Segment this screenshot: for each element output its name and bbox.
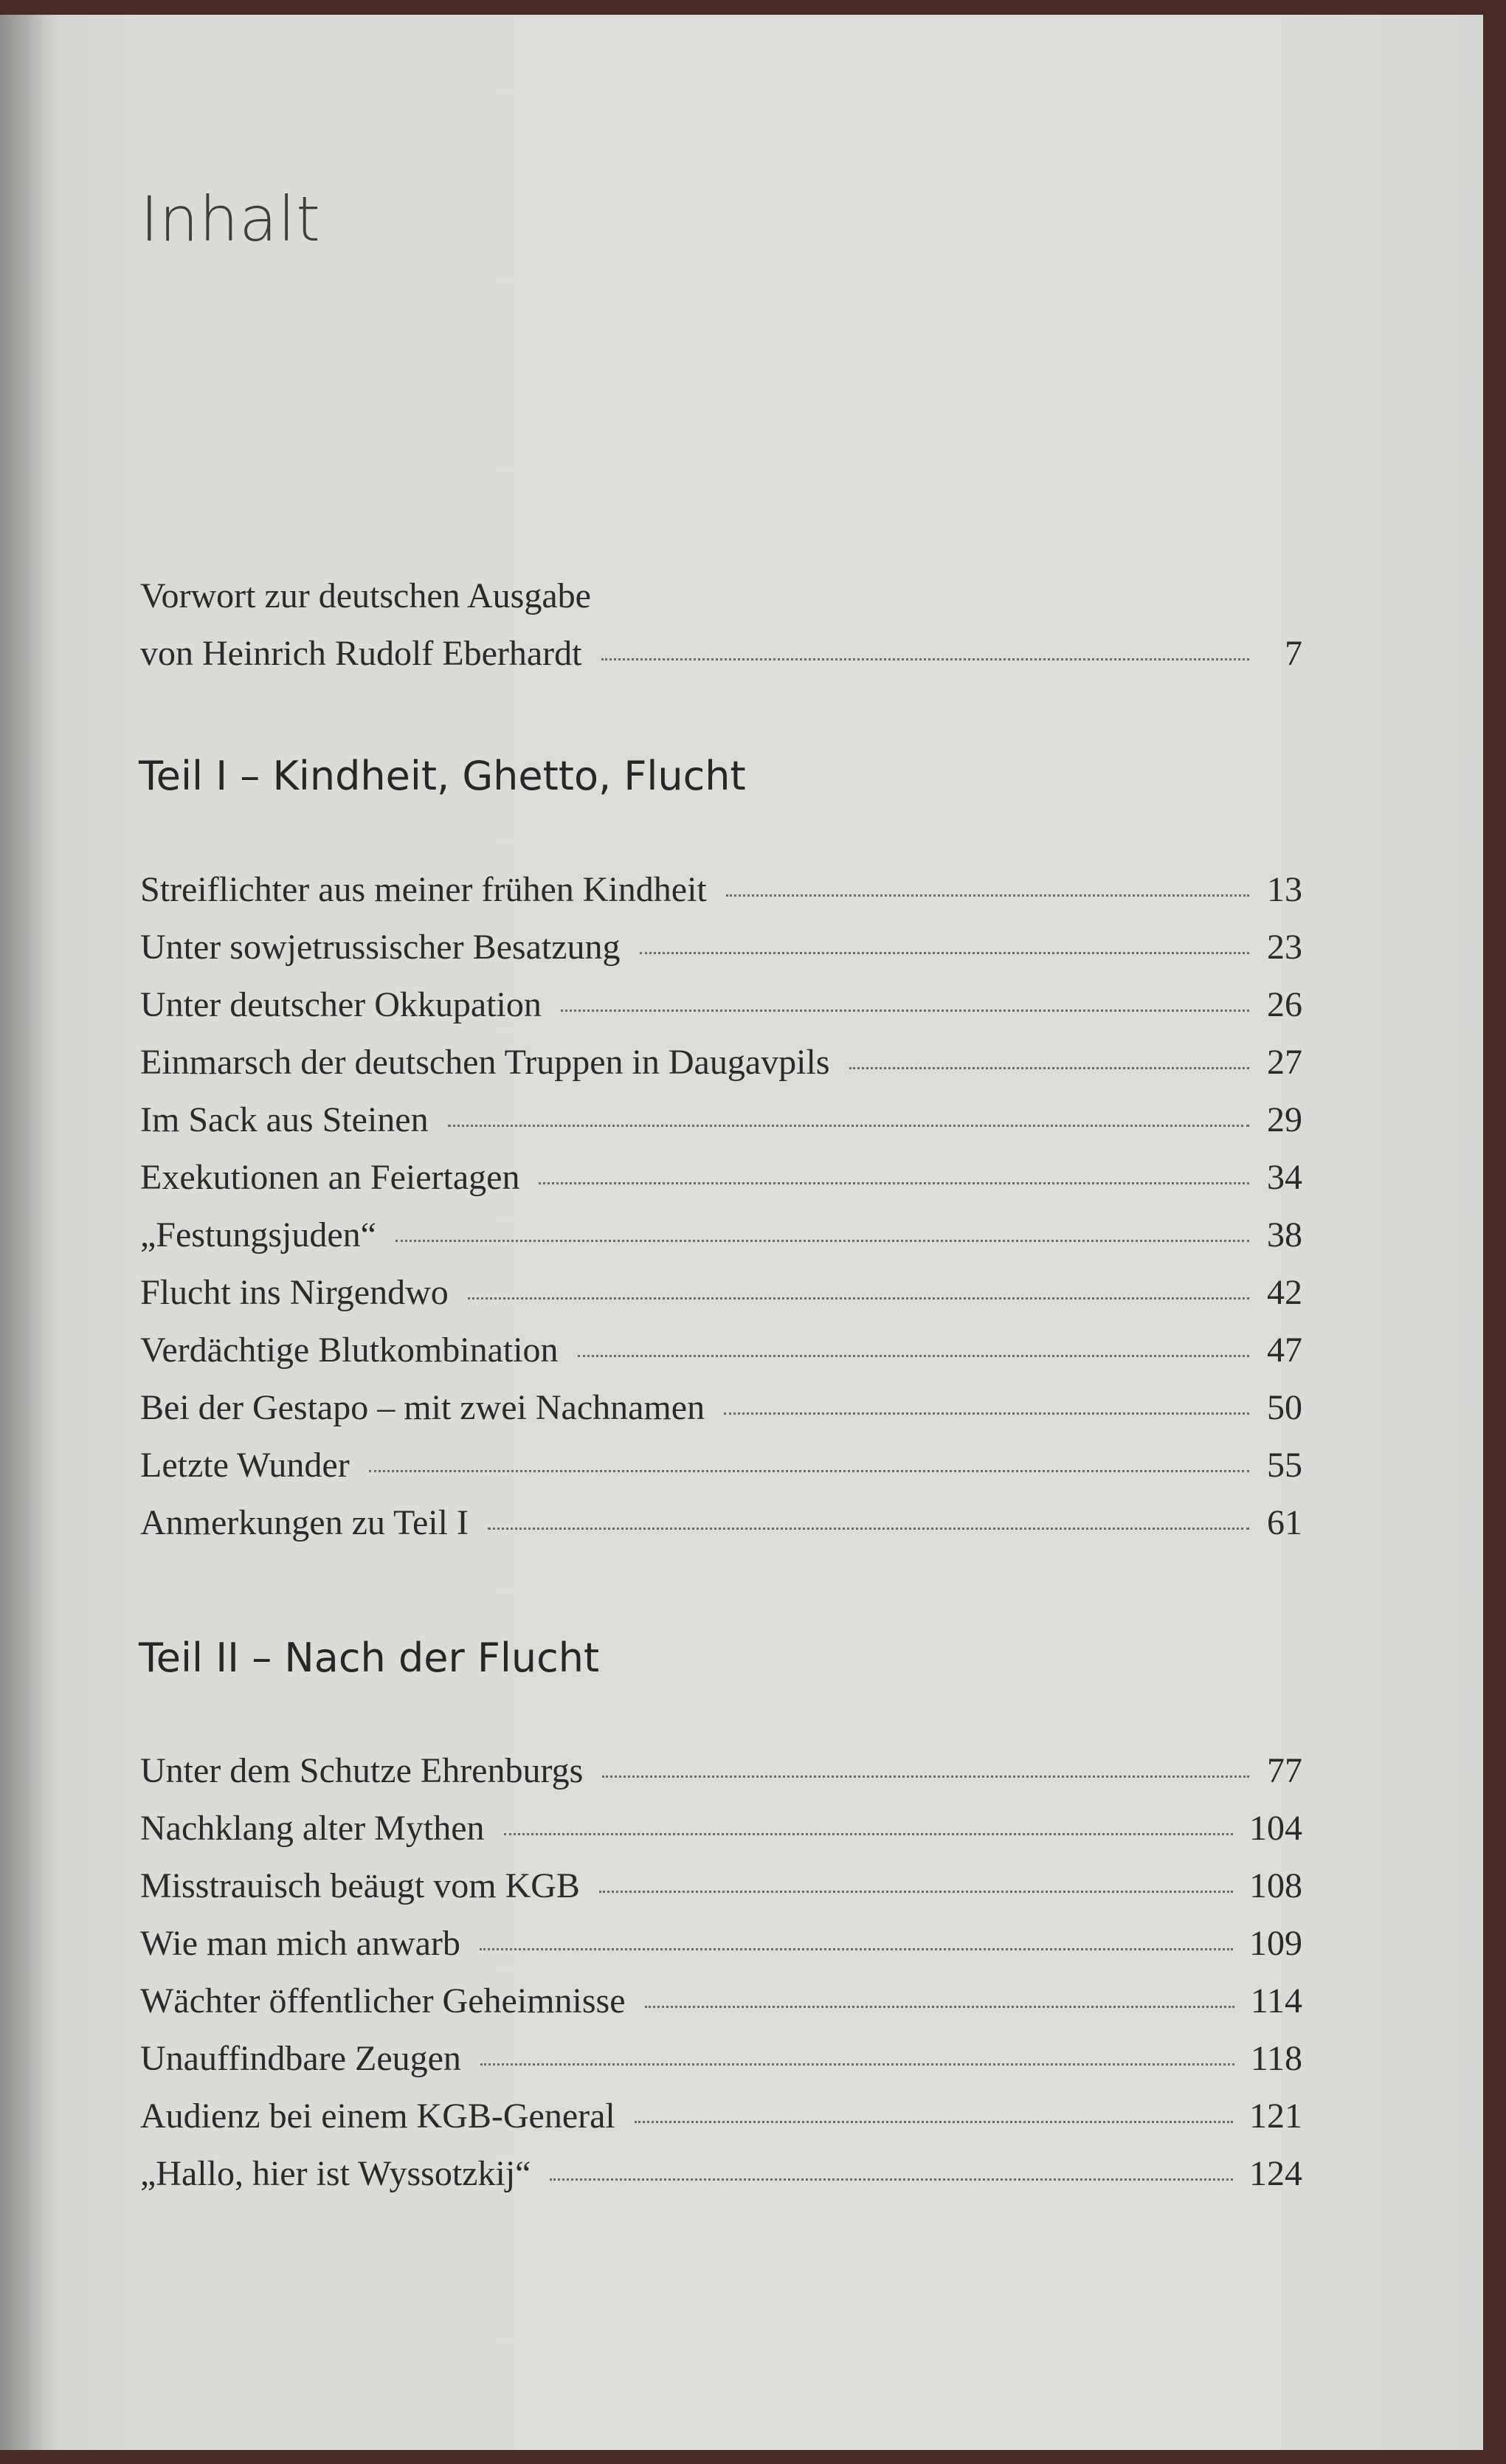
entry-page-number: 29 <box>1267 1100 1302 1139</box>
entry-page-number: 27 <box>1267 1043 1302 1082</box>
dot-leader <box>726 894 1249 897</box>
dot-leader <box>550 2178 1233 2181</box>
entry-title: Einmarsch der deutschen Truppen in Daugavpils <box>140 1043 830 1082</box>
book-page <box>0 15 1483 2450</box>
entry-page-number: 118 <box>1250 2039 1302 2078</box>
toc-entry <box>140 1100 1302 1151</box>
dot-leader <box>602 1775 1249 1778</box>
entry-page-number: 61 <box>1267 1503 1302 1542</box>
foreword-title-line-1: Vorwort zur deutschen Ausgabe <box>140 576 591 615</box>
toc-entry <box>140 1445 1302 1497</box>
page-title: Inhalt <box>140 183 321 255</box>
dot-leader <box>561 1010 1249 1012</box>
toc-entry <box>140 2038 1302 2090</box>
toc-entry <box>140 1808 1302 1860</box>
toc-entry <box>140 1157 1302 1209</box>
foreword-title-line-2: von Heinrich Rudolf Eberhardt <box>140 634 582 673</box>
foreword-page-number: 7 <box>1285 634 1302 673</box>
entry-title: „Hallo, hier ist Wyssotzkij“ <box>140 2154 531 2193</box>
dot-leader <box>448 1125 1249 1127</box>
toc-entry <box>140 1330 1302 1381</box>
entry-title: Nachklang alter Mythen <box>140 1809 485 1848</box>
entry-page-number: 47 <box>1267 1331 1302 1370</box>
entry-page-number: 114 <box>1250 1981 1302 2020</box>
entry-title: Unter sowjetrussischer Besatzung <box>140 928 621 967</box>
entry-page-number: 42 <box>1267 1273 1302 1312</box>
part-2-heading: Teil II – Nach der Flucht <box>139 1635 600 1681</box>
dot-leader <box>488 1528 1249 1530</box>
entry-title: Audienz bei einem KGB-General <box>140 2097 615 2136</box>
entry-title: Im Sack aus Steinen <box>140 1100 429 1139</box>
dot-leader <box>578 1355 1249 1357</box>
foreword-entry <box>140 633 1302 685</box>
toc-entry <box>140 1981 1302 2032</box>
dot-leader <box>480 1948 1233 1950</box>
entry-title: Anmerkungen zu Teil I <box>140 1503 469 1542</box>
entry-page-number: 104 <box>1249 1809 1302 1848</box>
toc-entry <box>140 1215 1302 1266</box>
toc-entry <box>140 1387 1302 1439</box>
entry-title: Unter deutscher Okkupation <box>140 985 542 1024</box>
dot-leader <box>468 1297 1249 1300</box>
dot-leader <box>635 2121 1233 2123</box>
dot-leader <box>849 1067 1250 1069</box>
dot-leader <box>539 1182 1249 1184</box>
entry-page-number: 50 <box>1267 1388 1302 1427</box>
toc-entry <box>140 984 1302 1036</box>
entry-title: Bei der Gestapo – mit zwei Nachnamen <box>140 1388 705 1427</box>
dot-leader <box>601 658 1250 660</box>
entry-title: Streiflichter aus meiner frühen Kindheit <box>140 870 707 909</box>
entry-title: Verdächtige Blutkombination <box>140 1331 559 1370</box>
toc-entry <box>140 1502 1302 1554</box>
part-1-heading: Teil I – Kindheit, Ghetto, Flucht <box>139 753 746 799</box>
entry-page-number: 38 <box>1267 1215 1302 1255</box>
dot-leader <box>645 2006 1234 2008</box>
dot-leader <box>640 952 1249 954</box>
entry-page-number: 34 <box>1267 1158 1302 1197</box>
toc-entry <box>140 1923 1302 1975</box>
page-gutter-shadow <box>0 15 59 2450</box>
entry-title: Wächter öffentlicher Geheimnisse <box>140 1981 626 2020</box>
dot-leader <box>599 1891 1233 1893</box>
toc-entry <box>140 2153 1302 2205</box>
entry-page-number: 77 <box>1267 1751 1302 1790</box>
entry-title: Letzte Wunder <box>140 1446 350 1485</box>
entry-page-number: 121 <box>1249 2097 1302 2136</box>
entry-title: Misstrauisch beäugt vom KGB <box>140 1866 580 1905</box>
dot-leader <box>480 2063 1234 2066</box>
entry-title: Unter dem Schutze Ehrenburgs <box>140 1751 584 1790</box>
dot-leader <box>396 1240 1249 1242</box>
toc-entry <box>140 1272 1302 1324</box>
entry-page-number: 23 <box>1267 928 1302 967</box>
entry-title: Flucht ins Nirgendwo <box>140 1273 449 1312</box>
entry-page-number: 124 <box>1249 2154 1302 2193</box>
entry-title: Wie man mich anwarb <box>140 1924 460 1963</box>
toc-entry <box>140 2096 1302 2147</box>
toc-entry <box>140 927 1302 979</box>
entry-page-number: 13 <box>1267 870 1302 909</box>
toc-entry <box>140 1866 1302 1917</box>
entry-page-number: 55 <box>1267 1446 1302 1485</box>
entry-page-number: 108 <box>1249 1866 1302 1905</box>
entry-title: Unauffindbare Zeugen <box>140 2039 461 2078</box>
entry-title: „Festungsjuden“ <box>140 1215 376 1255</box>
dot-leader <box>504 1833 1234 1835</box>
dot-leader <box>369 1470 1249 1472</box>
toc-entry <box>140 869 1302 921</box>
dot-leader <box>724 1412 1249 1415</box>
toc-entry <box>140 1042 1302 1094</box>
entry-page-number: 26 <box>1267 985 1302 1024</box>
entry-title: Exekutionen an Feiertagen <box>140 1158 520 1197</box>
toc-entry <box>140 1750 1302 1802</box>
entry-page-number: 109 <box>1249 1924 1302 1963</box>
